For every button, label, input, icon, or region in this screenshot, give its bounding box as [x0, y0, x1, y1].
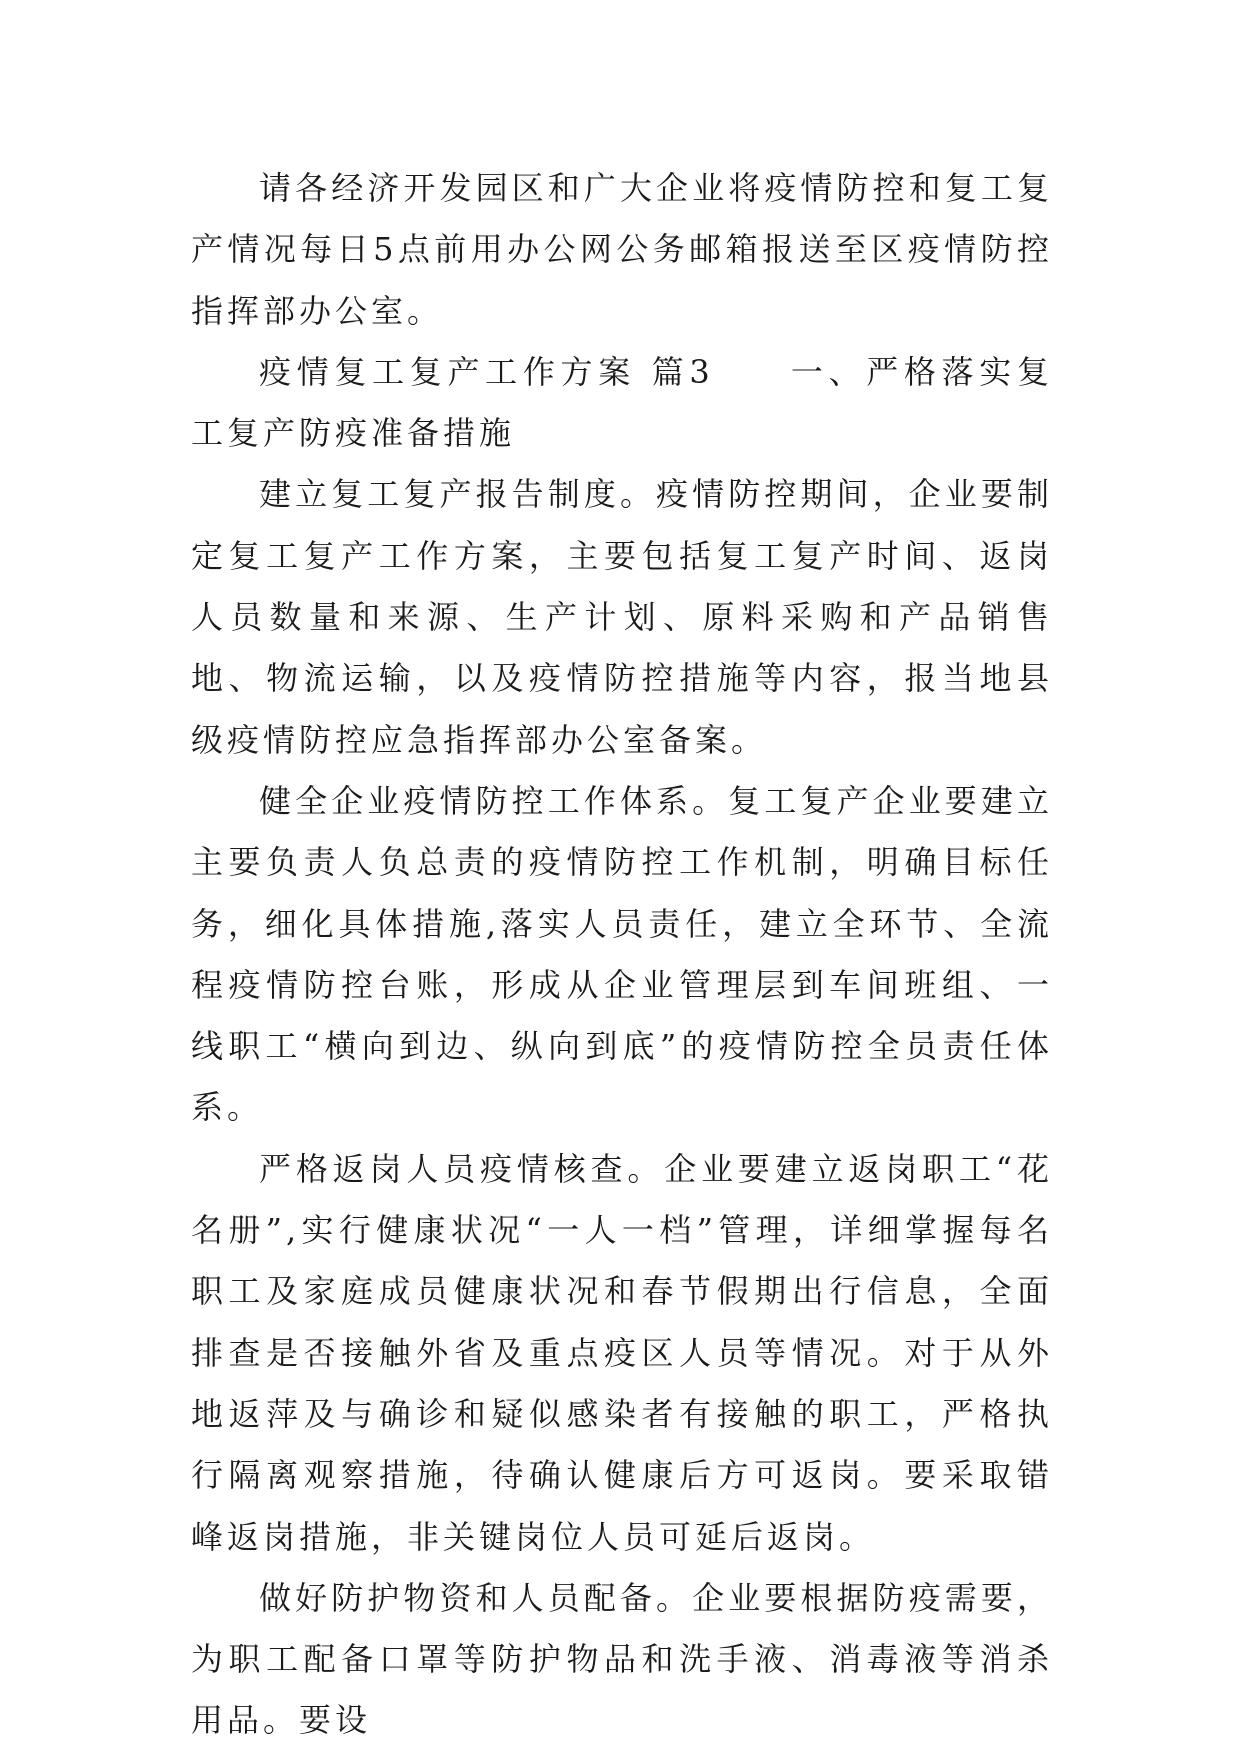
paragraph-staff-verification: 严格返岗人员疫情核查。企业要建立返岗职工“花名册”,实行健康状况“一人一档”管理，详细掌握每名职工及家庭成员健康状况和春节假期出行信息，全面排查是否接触外省及重点疫区人员等情况。对于从外地返萍及与确诊和疑似感染者有接触的职工，严格执行隔离观察措施，待确认健康后方可返岗。要采取错峰返岗措施，非关键岗位人员可延后返岗。	[191, 1149, 1053, 1556]
document-body	[191, 158, 1053, 1752]
paragraph-report-submission: 请各经济开发园区和广大企业将疫情防控和复工复产情况每日5点前用办公网公务邮箱报送至区疫情防控指挥部办公室。	[191, 169, 1053, 330]
paragraph-prevention-system: 健全企业疫情防控工作体系。复工复产企业要建立主要负责人负总责的疫情防控工作机制，明确目标任务，细化具体措施,落实人员责任，建立全环节、全流程疫情防控台账，形成从企业管理层到车间班组、一线职工“横向到边、纵向到底”的疫情防控全员责任体系。	[191, 781, 1053, 1127]
paragraph-protective-supplies: 做好防护物资和人员配备。企业要根据防疫需要，为职工配备口罩等防护物品和洗手液、消毒液等消杀用品。要设	[191, 1578, 1053, 1740]
paragraph-section-heading: 疫情复工复产工作方案 篇3 一、严格落实复工复产防疫准备措施	[191, 352, 1053, 453]
paragraph-reporting-system: 建立复工复产报告制度。疫情防控期间，企业要制定复工复产工作方案，主要包括复工复产时间、返岗人员数量和来源、生产计划、原料采购和产品销售地、物流运输，以及疫情防控措施等内容，报当地县级疫情防控应急指挥部办公室备案。	[191, 475, 1053, 759]
